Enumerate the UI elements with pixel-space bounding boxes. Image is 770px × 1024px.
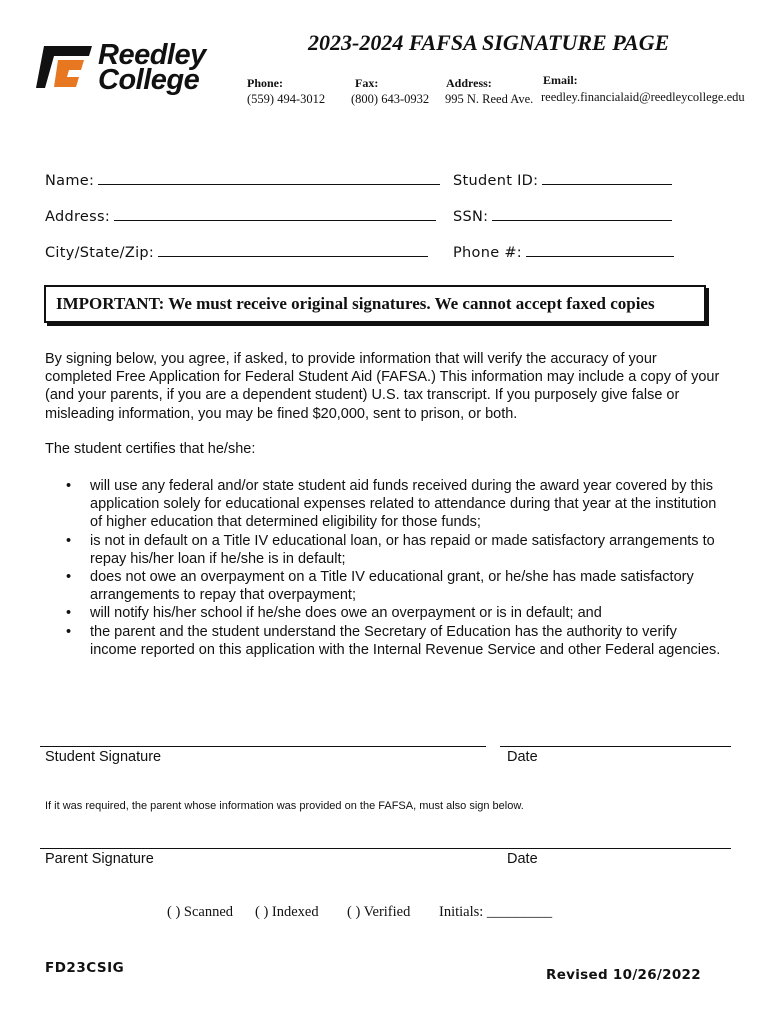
city-state-zip-label: City/State/Zip: — [45, 245, 155, 261]
phone-number-label: Phone #: — [453, 245, 522, 261]
parent-signature-line[interactable] — [40, 848, 731, 849]
form-code: FD23CSIG — [45, 960, 125, 976]
logo-word-1: Reedley — [98, 39, 206, 71]
parent-note: If it was required, the parent whose information was provided on the FAFSA, must also sign below. — [45, 800, 524, 812]
bullet-icon: • — [66, 569, 72, 586]
student-id-field[interactable] — [453, 170, 672, 189]
name-line[interactable] — [98, 170, 440, 185]
city-state-zip-field[interactable] — [45, 242, 428, 261]
fax-label: Fax: — [355, 76, 379, 90]
bullet-icon: • — [66, 478, 72, 494]
bullet-icon: • — [66, 623, 72, 640]
phone-label: Phone: — [247, 76, 283, 90]
email-label: Email: — [543, 73, 578, 87]
fax-value: (800) 643-0932 — [351, 92, 430, 106]
certification-item — [45, 568, 725, 604]
address-line[interactable] — [114, 206, 436, 221]
certifies-intro: The student certifies that he/she: — [45, 441, 256, 457]
certification-item — [45, 532, 725, 568]
student-signature-label: Student Signature — [45, 749, 162, 765]
college-logo-mark — [36, 44, 94, 90]
certification-item — [45, 604, 725, 622]
student-signature-line[interactable] — [40, 746, 486, 747]
verified-checkbox[interactable]: ( ) Verified — [347, 904, 411, 920]
address-label: Address: — [446, 76, 492, 90]
college-logo — [36, 40, 236, 96]
agreement-paragraph: By signing below, you agree, if asked, to provide information that will verify the accuracy of your completed Free Application for Federal Student Aid (FAFSA.) This information may include a copy of your (and your parents, if you are a dependent student) U.S. tax transcript. If you purposely give false or misleading information, you may be fined $20,000, sent to prison, or both. — [45, 351, 720, 422]
certification-list — [45, 477, 725, 659]
address-field-label: Address: — [45, 209, 111, 225]
student-id-label: Student ID: — [453, 173, 539, 189]
bullet-icon: • — [66, 532, 72, 549]
email-value: reedley.financialaid@reedleycollege.edu — [541, 90, 745, 104]
logo-word-2: College — [98, 64, 200, 96]
address-value: 995 N. Reed Ave. — [445, 92, 534, 106]
important-notice: IMPORTANT: We must receive original signatures. We cannot accept faxed copies — [56, 294, 655, 313]
name-field[interactable] — [45, 170, 440, 189]
parent-date-label: Date — [507, 851, 538, 867]
initials-field[interactable]: Initials: _________ — [439, 904, 553, 920]
name-label: Name: — [45, 173, 95, 189]
page-title: 2023-2024 FAFSA SIGNATURE PAGE — [308, 30, 670, 55]
certification-text: will notify his/her school if he/she does owe an overpayment or is in default; and — [90, 605, 602, 622]
city-state-zip-line[interactable] — [158, 242, 428, 257]
indexed-checkbox[interactable]: ( ) Indexed — [255, 904, 319, 920]
certification-item — [45, 477, 725, 532]
phone-value: (559) 494-3012 — [247, 92, 326, 106]
bullet-icon: • — [66, 605, 72, 622]
student-date-label: Date — [507, 749, 538, 765]
certification-text: the parent and the student understand the Secretary of Education has the authority to verify income reported on this application with the Internal Revenue Service and other Federal agencies. — [90, 623, 721, 658]
scanned-checkbox[interactable]: ( ) Scanned — [167, 904, 234, 920]
phone-number-field[interactable] — [453, 242, 674, 261]
certification-item — [45, 623, 725, 659]
student-id-line[interactable] — [542, 170, 672, 185]
ssn-field[interactable] — [453, 206, 672, 225]
revised-date: Revised 10/26/2022 — [546, 967, 701, 983]
ssn-label: SSN: — [453, 209, 489, 225]
certification-text: does not owe an overpayment on a Title IV educational grant, or he/she has made satisfactory arrangements to repay that overpayment; — [90, 569, 694, 604]
parent-signature-label: Parent Signature — [45, 851, 154, 867]
ssn-line[interactable] — [492, 206, 672, 221]
phone-number-line[interactable] — [526, 242, 674, 257]
certification-text: will use any federal and/or state student aid funds received during the award year covered by this application solely for educational expenses related to attendance during that year at the institution of higher education that determined eligibility for those funds; — [90, 478, 717, 531]
student-date-line[interactable] — [500, 746, 731, 747]
address-field[interactable] — [45, 206, 436, 225]
certification-text: is not in default on a Title IV educational loan, or has repaid or made satisfactory arrangements to repay his/her loan if he/she is in default; — [90, 532, 715, 567]
